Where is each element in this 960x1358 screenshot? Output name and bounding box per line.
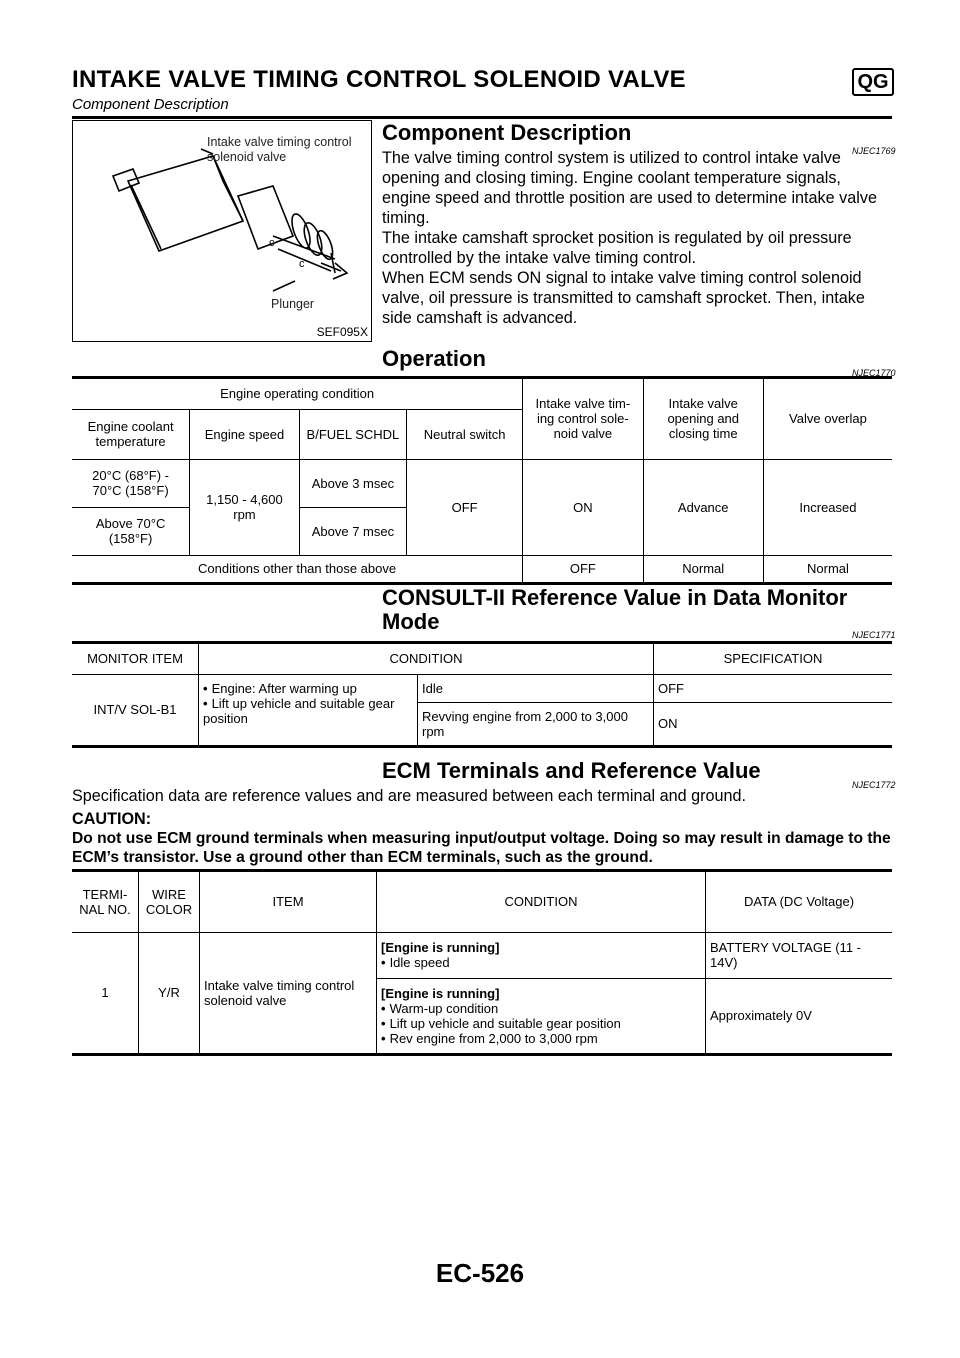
list-item: • Rev engine from 2,000 to 3,000 rpm [381, 1031, 701, 1046]
consult-code: NJEC1771 [852, 630, 896, 640]
svg-text:c: c [299, 258, 305, 270]
svg-text:c: c [269, 237, 275, 249]
condition-title: [Engine is running] [381, 940, 500, 955]
table-row [72, 379, 892, 409]
consult-heading [382, 586, 847, 634]
ecm-table [72, 872, 892, 1056]
table-cell: INT/V SOL-B1 [72, 674, 199, 746]
table-header: Intake valve tim-ing control sole-noid valve [523, 379, 643, 459]
page-number: EC-526 [435, 1258, 525, 1288]
operation-table [72, 379, 892, 585]
table-cell: ON [654, 702, 893, 746]
table-cell: Conditions other than those above [72, 555, 523, 583]
table-cell: 1 [72, 932, 139, 1054]
table-cell: Idle [418, 674, 654, 702]
table-cell: 20°C (68°F) - 70°C (158°F) [72, 459, 190, 507]
table-cell [377, 978, 706, 1054]
consult-heading-line-2: Mode [382, 609, 440, 634]
figure-label-valve: Intake valve timing control solenoid valve [207, 135, 352, 164]
table-header: SPECIFICATION [654, 644, 893, 674]
table-cell [377, 932, 706, 978]
table-cell: OFF [407, 459, 523, 555]
table-row [72, 932, 892, 978]
caution-label: CAUTION: [72, 810, 152, 828]
table-cell [199, 674, 418, 746]
table-cell: 1,150 - 4,600 rpm [190, 459, 300, 555]
list-item: • Warm-up condition [381, 1001, 701, 1016]
table-row [72, 872, 892, 932]
table-cell: Increased [763, 459, 892, 555]
table-cell: Above 3 msec [299, 459, 406, 507]
table-header: Engine speed [190, 409, 300, 459]
table-row [72, 644, 892, 674]
table-header: DATA (DC Voltage) [706, 872, 893, 932]
table-cell: Advance [643, 459, 763, 555]
caution-text: Do not use ECM ground terminals when measuring input/output voltage. Doing so may result in damage to the ECM’s transistor. Use a ground other than ECM terminals, such as the ground. [72, 830, 891, 866]
list-item: • Idle speed [381, 955, 701, 970]
header-rule [72, 116, 892, 119]
figure-code: SEF095X [316, 325, 368, 339]
table-cell: BATTERY VOLTAGE (11 - 14V) [706, 932, 893, 978]
table-header: Engine operating condition [72, 379, 523, 409]
table-row [72, 674, 892, 702]
table-cell: Y/R [139, 932, 200, 1054]
ecm-heading: ECM Terminals and Reference Value [382, 758, 761, 783]
operation-heading: Operation [382, 346, 486, 371]
consult-table [72, 644, 892, 748]
table-header: MONITOR ITEM [72, 644, 199, 674]
table-cell: Above 70°C (158°F) [72, 507, 190, 555]
figure-label-plunger: Plunger [271, 297, 315, 311]
list-item: • Engine: After warming up [203, 681, 413, 696]
list-item: • Lift up vehicle and suitable gear position [381, 1016, 701, 1031]
operation-code: NJEC1770 [852, 368, 896, 378]
table-header: Valve overlap [763, 379, 892, 459]
table-cell: Approximately 0V [706, 978, 893, 1054]
table-header: ITEM [200, 872, 377, 932]
ecm-intro: Specification data are reference values and are measured between each terminal and ground. [72, 787, 747, 805]
component-description-code: NJEC1769 [852, 146, 896, 156]
component-description-text [382, 148, 892, 328]
paragraph-1: The valve timing control system is utilized to control intake valve opening and closing timing. Engine coolant temperature signals, engine speed and throttle position are used to determine intake valve timing. [382, 149, 877, 227]
table-cell: OFF [523, 555, 643, 583]
section-subtitle: Component Description [72, 96, 229, 113]
paragraph-3: When ECM sends ON signal to intake valve timing control solenoid valve, oil pressure is transmitted to camshaft sprocket. Then, intake side camshaft is advanced. [382, 269, 865, 327]
table-header: B/FUEL SCHDL [299, 409, 406, 459]
table-cell: ON [523, 459, 643, 555]
component-description-heading: Component Description [382, 120, 632, 145]
table-row [72, 459, 892, 507]
solenoid-valve-figure [72, 120, 372, 342]
condition-title: [Engine is running] [381, 985, 500, 1001]
table-header: Intake valve opening and closing time [643, 379, 763, 459]
table-cell: Above 7 msec [299, 507, 406, 555]
table-header: CONDITION [199, 644, 654, 674]
table-header: TERMI-NAL NO. [72, 872, 139, 932]
list-item: • Lift up vehicle and suitable gear position [203, 696, 413, 726]
table-cell: Intake valve timing control solenoid valve [200, 932, 377, 1054]
table-header: WIRE COLOR [139, 872, 200, 932]
table-cell: Revving engine from 2,000 to 3,000 rpm [418, 702, 654, 746]
paragraph-2: The intake camshaft sprocket position is regulated by oil pressure controlled by the intake valve timing control. [382, 229, 852, 267]
table-cell: Normal [643, 555, 763, 583]
ecm-code: NJEC1772 [852, 780, 896, 790]
table-header: CONDITION [377, 872, 706, 932]
consult-heading-line-1: CONSULT-II Reference Value in Data Monitor [382, 585, 848, 610]
section-title: INTAKE VALVE TIMING CONTROL SOLENOID VALVE [72, 66, 686, 93]
table-cell: OFF [654, 674, 893, 702]
table-header: Neutral switch [407, 409, 523, 459]
engine-badge: QG [852, 68, 894, 96]
table-row [72, 555, 892, 583]
table-cell: Normal [763, 555, 892, 583]
table-header: Engine coolant temperature [72, 409, 190, 459]
